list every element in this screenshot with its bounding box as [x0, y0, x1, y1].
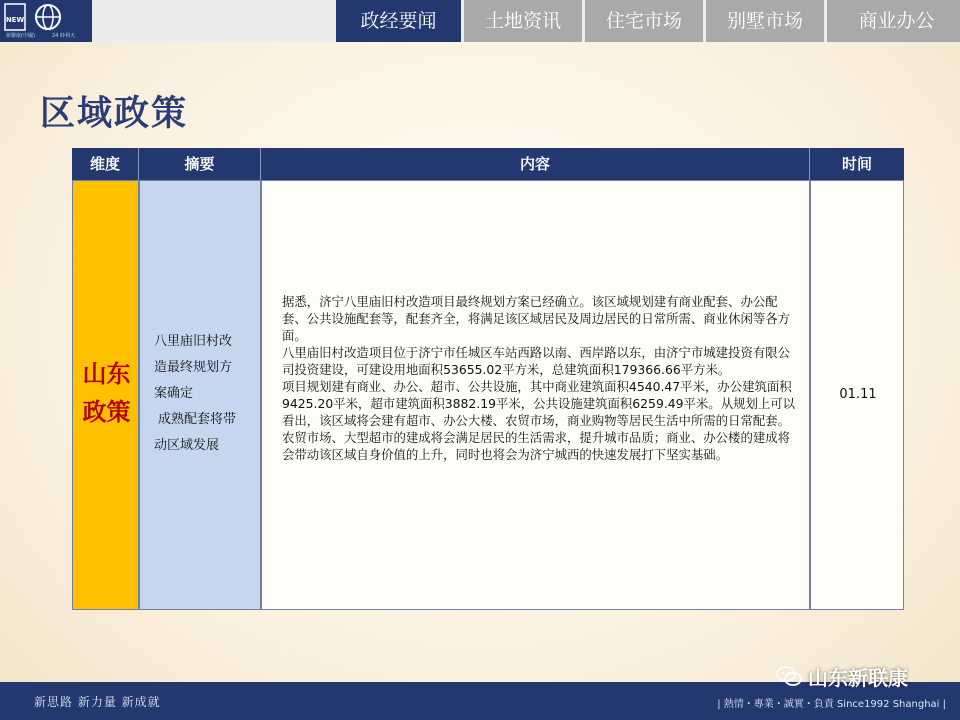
globe-icon: [34, 3, 62, 31]
watermark-text: 山东新联康: [808, 665, 908, 690]
summary-line: 造最终规划方: [154, 360, 233, 375]
dimension-label: [73, 355, 140, 431]
cell-content: [261, 180, 810, 610]
content-paragraph: 据悉，济宁八里庙旧村改造项目最终规划方案已经确立。该区域规划建有商业配套、办公配套、公共设施配套等，配套齐全，将满足该区域居民及周边居民的日常所需、商业休闲等各方面。: [282, 294, 791, 343]
summary-line: 动区域发展: [154, 438, 220, 453]
company-logo[interactable]: [0, 0, 92, 42]
header-summary: 摘要: [139, 148, 261, 180]
content-paragraph: 八里庙旧村改造项目位于济宁市任城区车站西路以南、西岸路以东，由济宁市城建投资有限公司投资建设，可建设用地面积53655.02平方米，总建筑面积179366.66平方米。: [282, 345, 791, 377]
tab-residential-market[interactable]: 住宅市场: [585, 0, 703, 42]
footer-slogan: 新思路 新力量 新成就: [34, 695, 161, 709]
cell-time: [810, 180, 904, 610]
header-content: 内容: [261, 148, 810, 180]
summary-line: 成熟配套将带: [158, 412, 237, 427]
page-title: 区域政策: [40, 93, 189, 134]
content-paragraph: 项目规划建有商业、办公、超市、公共设施，其中商业建筑面积4540.47平米，办公建筑面积9425.20平米，超市建筑面积3882.19平米，公共设施建筑面积6259.49平米。从规划上可以看出，该区域将会建有超市、办公大楼、农贸市场，商业购物等居民生活中所需的日常配套。农贸市场、大型超市的建成将会满足居民的生活需求，提升城市品质；商业、办公楼的建成将会带动该区域自身价值的上升，同时也将会为济宁城西的快速发展打下坚实基础。: [282, 379, 796, 462]
dimension-line-1: 山东: [82, 360, 131, 388]
logo-subtext-right: 24 時利天: [52, 33, 75, 39]
tab-land-info[interactable]: 土地资讯: [464, 0, 582, 42]
tab-commercial-office[interactable]: 商业办公: [827, 0, 960, 42]
wechat-icon: [776, 665, 802, 687]
logo-subtext-left: 新聯康(中國): [6, 33, 35, 39]
tab-politics-economy[interactable]: 政经要闻: [336, 0, 461, 42]
top-header: [0, 0, 960, 42]
new-logo-icon: [4, 3, 26, 31]
header-time: 时间: [810, 148, 904, 180]
content-text: [282, 293, 798, 463]
logo-brand-text: NEW: [5, 16, 25, 24]
wechat-watermark: [776, 662, 908, 690]
header-dimension: 维度: [72, 148, 139, 180]
policy-table: [72, 148, 904, 610]
summary-line: 八里庙旧村改: [154, 334, 233, 349]
dimension-line-2: 政策: [82, 398, 131, 426]
summary-line: 案确定: [154, 386, 194, 401]
main-nav: [336, 0, 960, 42]
cell-dimension: [72, 180, 139, 610]
tab-villa-market[interactable]: 别墅市场: [706, 0, 824, 42]
time-value: 01.11: [839, 387, 877, 402]
footer-tagline: | 熱情・專業・誠實・負責 Since1992 Shanghai |: [717, 699, 946, 710]
cell-summary: [139, 180, 261, 610]
summary-text: [154, 329, 254, 459]
